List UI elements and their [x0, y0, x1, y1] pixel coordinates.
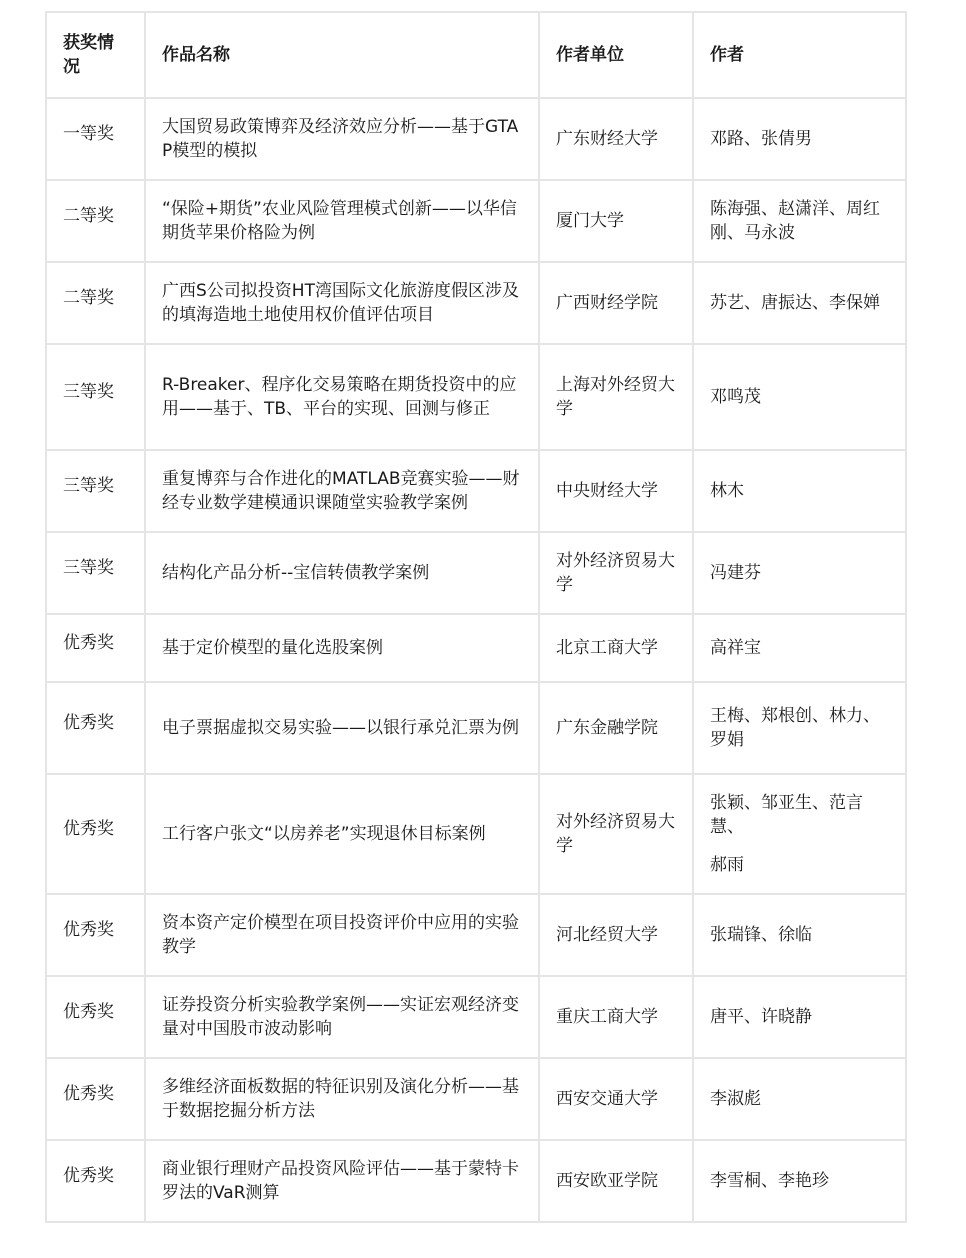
cell-award	[46, 450, 145, 532]
award-label: 三等奖	[63, 382, 114, 402]
cell-org: 上海对外经贸大学	[539, 344, 693, 450]
author-line: 张颖、邹亚生、范言慧、	[710, 793, 863, 837]
header-row	[46, 12, 906, 98]
award-label: 优秀奖	[63, 819, 114, 839]
author-line: 李淑彪	[710, 1089, 761, 1109]
author-line: 张瑞锋、徐临	[710, 925, 812, 945]
header-authors: 作者	[693, 12, 906, 98]
table-row	[46, 98, 906, 180]
cell-org: 广东金融学院	[539, 682, 693, 774]
cell-org: 对外经济贸易大学	[539, 774, 693, 894]
author-line: 郝雨	[710, 855, 744, 875]
cell-org: 西安欧亚学院	[539, 1140, 693, 1222]
author-line: 唐平、许晓静	[710, 1007, 812, 1027]
cell-authors	[693, 262, 906, 344]
award-label: 优秀奖	[63, 713, 114, 733]
table-row	[46, 976, 906, 1058]
cell-award	[46, 1140, 145, 1222]
cell-authors	[693, 976, 906, 1058]
table-row	[46, 614, 906, 682]
award-label: 二等奖	[63, 206, 114, 226]
author-line: 冯建芬	[710, 563, 761, 583]
award-label: 优秀奖	[63, 1002, 114, 1022]
award-label: 优秀奖	[63, 633, 114, 653]
cell-title: 工行客户张文“以房养老”实现退休目标案例	[145, 774, 539, 894]
cell-title: 商业银行理财产品投资风险评估——基于蒙特卡罗法的VaR测算	[145, 1140, 539, 1222]
cell-org: 西安交通大学	[539, 1058, 693, 1140]
cell-award	[46, 344, 145, 450]
cell-award	[46, 976, 145, 1058]
cell-org: 对外经济贸易大学	[539, 532, 693, 614]
cell-award	[46, 180, 145, 262]
cell-title: 大国贸易政策博弈及经济效应分析——基于GTAP模型的模拟	[145, 98, 539, 180]
cell-authors	[693, 344, 906, 450]
table-row	[46, 774, 906, 894]
cell-award	[46, 774, 145, 894]
table-row	[46, 344, 906, 450]
cell-title: 基于定价模型的量化选股案例	[145, 614, 539, 682]
table-row	[46, 894, 906, 976]
cell-title: 多维经济面板数据的特征识别及演化分析——基于数据挖掘分析方法	[145, 1058, 539, 1140]
cell-authors	[693, 98, 906, 180]
cell-title: 电子票据虚拟交易实验——以银行承兑汇票为例	[145, 682, 539, 774]
award-label: 三等奖	[63, 476, 114, 496]
award-label: 优秀奖	[63, 920, 114, 940]
cell-authors	[693, 894, 906, 976]
author-line: 李雪桐、李艳珍	[710, 1171, 829, 1191]
author-line: 苏艺、唐振达、李保婵	[710, 293, 880, 313]
cell-org: 重庆工商大学	[539, 976, 693, 1058]
table-row	[46, 1058, 906, 1140]
header-org: 作者单位	[539, 12, 693, 98]
award-label: 三等奖	[63, 558, 114, 578]
cell-award	[46, 894, 145, 976]
author-line: 王梅、郑根创、林力、罗娟	[710, 706, 880, 750]
awards-table	[45, 11, 907, 1223]
cell-org: 广东财经大学	[539, 98, 693, 180]
cell-authors	[693, 614, 906, 682]
table-row	[46, 180, 906, 262]
cell-award	[46, 682, 145, 774]
cell-award	[46, 532, 145, 614]
author-line: 高祥宝	[710, 638, 761, 658]
award-label: 一等奖	[63, 124, 114, 144]
cell-title: “保险+期货”农业风险管理模式创新——以华信期货苹果价格险为例	[145, 180, 539, 262]
header-title: 作品名称	[145, 12, 539, 98]
author-line: 邓鸣茂	[710, 387, 761, 407]
cell-award	[46, 262, 145, 344]
cell-org: 中央财经大学	[539, 450, 693, 532]
cell-title: 证券投资分析实验教学案例——实证宏观经济变量对中国股市波动影响	[145, 976, 539, 1058]
cell-award	[46, 98, 145, 180]
award-label: 二等奖	[63, 288, 114, 308]
table-row	[46, 682, 906, 774]
award-label: 优秀奖	[63, 1166, 114, 1186]
author-line: 林木	[710, 481, 744, 501]
author-line: 陈海强、赵潇洋、周红刚、马永波	[710, 199, 880, 243]
author-line: 邓路、张倩男	[710, 129, 812, 149]
cell-award	[46, 1058, 145, 1140]
cell-award	[46, 614, 145, 682]
cell-org: 北京工商大学	[539, 614, 693, 682]
cell-authors	[693, 180, 906, 262]
table-body	[46, 98, 906, 1222]
table-row	[46, 262, 906, 344]
table-row	[46, 1140, 906, 1222]
cell-authors	[693, 1140, 906, 1222]
cell-title: 重复博弈与合作进化的MATLAB竞赛实验——财经专业数学建模通识课随堂实验教学案例	[145, 450, 539, 532]
cell-org: 河北经贸大学	[539, 894, 693, 976]
table-row	[46, 532, 906, 614]
cell-org: 广西财经学院	[539, 262, 693, 344]
cell-authors	[693, 774, 906, 894]
table-header	[46, 12, 906, 98]
cell-title: R-Breaker、程序化交易策略在期货投资中的应用——基于、TB、平台的实现、回测与修正	[145, 344, 539, 450]
cell-title: 广西S公司拟投资HT湾国际文化旅游度假区涉及的填海造地土地使用权价值评估项目	[145, 262, 539, 344]
cell-title: 资本资产定价模型在项目投资评价中应用的实验教学	[145, 894, 539, 976]
cell-authors	[693, 1058, 906, 1140]
cell-authors	[693, 450, 906, 532]
award-label: 优秀奖	[63, 1084, 114, 1104]
cell-authors	[693, 682, 906, 774]
header-award: 获奖情况	[46, 12, 145, 98]
cell-authors	[693, 532, 906, 614]
cell-org: 厦门大学	[539, 180, 693, 262]
awards-table-container	[45, 11, 907, 1223]
table-row	[46, 450, 906, 532]
cell-title: 结构化产品分析--宝信转债教学案例	[145, 532, 539, 614]
